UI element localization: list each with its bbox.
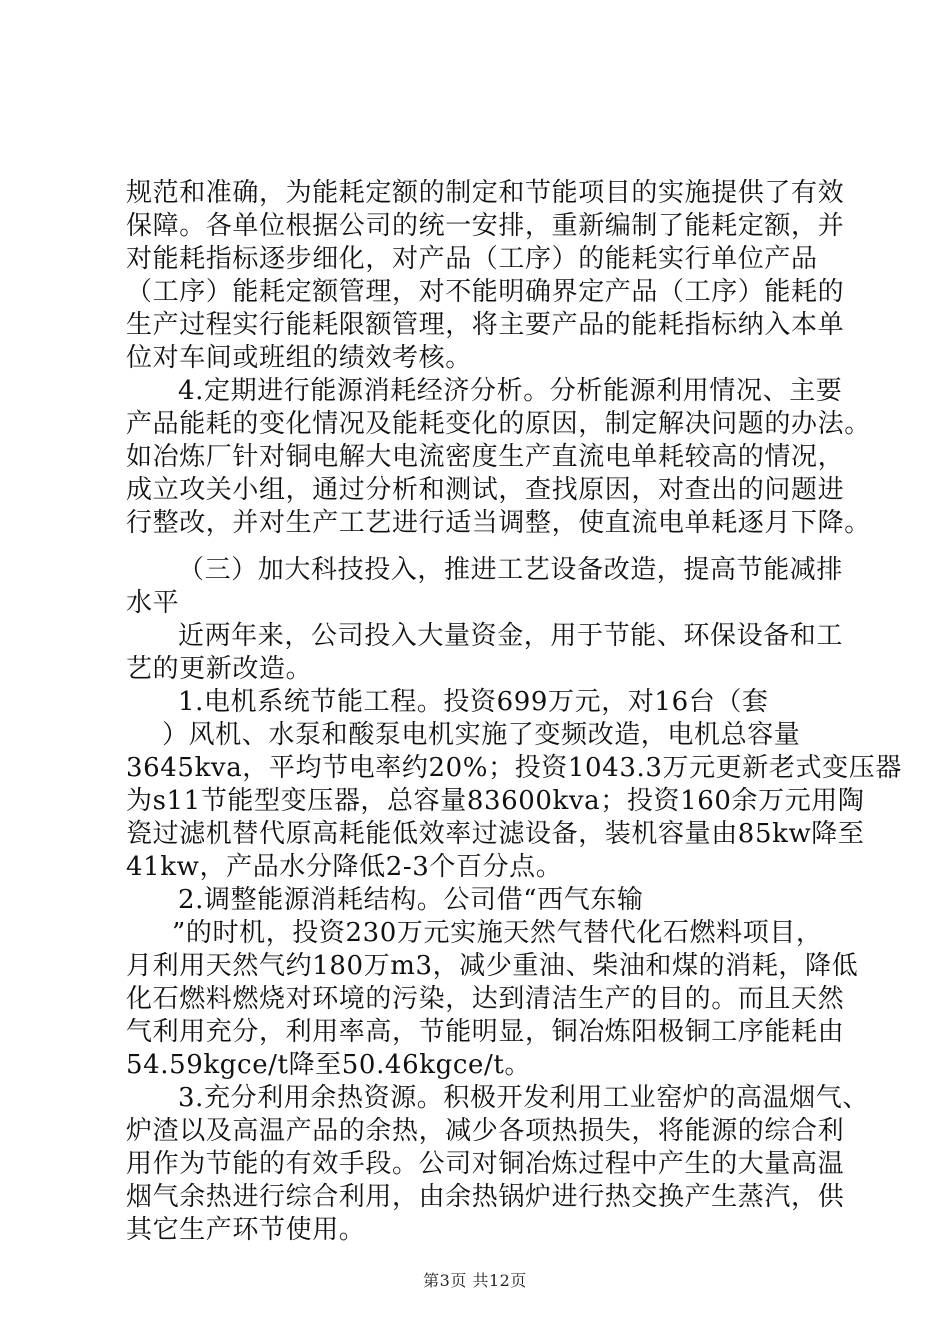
text-line: 近两年来，公司投入大量资金，用于节能、环保设备和工: [178, 621, 844, 651]
text-line: 炉渣以及高温产品的余热，减少各项热损失，将能源的综合利: [126, 1116, 845, 1146]
text-line: 行整改，并对生产工艺进行适当调整，使直流电单耗逐月下降。: [126, 508, 871, 538]
text-line: 月利用天然气约180万m3，减少重油、柴油和煤的消耗，降低: [126, 951, 859, 981]
text-line: 艺的更新改造。: [126, 654, 313, 684]
text-line: ”的时机，投资230万元实施天然气替代化石燃料项目，: [172, 918, 823, 948]
text-line: 其它生产环节使用。: [126, 1215, 366, 1245]
text-line: （工序）能耗定额管理，对不能明确界定产品（工序）能耗的: [126, 277, 845, 307]
text-line: 41kw，产品水分降低2-3个百分点。: [126, 852, 563, 882]
section-heading-continued: 水平: [126, 588, 180, 618]
text-line: 如冶炼厂针对铜电解大电流密度生产直流电单耗较高的情况，: [126, 442, 845, 472]
text-line: 规范和准确，为能耗定额的制定和节能项目的实施提供了有效: [126, 178, 845, 208]
text-line: 54.59kgce/t降至50.46kgce/t。: [126, 1050, 531, 1080]
text-line: 成立攻关小组，通过分析和测试，查找原因，对查出的问题进: [126, 475, 845, 505]
text-line: 保障。各单位根据公司的统一安排，重新编制了能耗定额，并: [126, 211, 845, 241]
text-line: 对能耗指标逐步细化，对产品（工序）的能耗实行单位产品: [126, 244, 818, 274]
text-line: 位对车间或班组的绩效考核。: [126, 343, 472, 373]
text-line: 用作为节能的有效手段。公司对铜冶炼过程中产生的大量高温: [126, 1149, 845, 1179]
text-line: 2.调整能源消耗结构。公司借“西气东输: [178, 885, 644, 915]
text-line: 烟气余热进行综合利用，由余热锅炉进行热交换产生蒸汽，供: [126, 1182, 845, 1212]
page-footer: 第3页 共12页: [423, 1271, 527, 1290]
text-line: 1.电机系统节能工程。投资699万元，对16台（套: [178, 687, 769, 717]
section-heading: （三）加大科技投入，推进工艺设备改造，提高节能减排: [178, 555, 844, 585]
text-line: 3.充分利用余热资源。积极开发利用工业窑炉的高温烟气、: [178, 1083, 870, 1113]
text-line: 生产过程实行能耗限额管理，将主要产品的能耗指标纳入本单: [126, 310, 845, 340]
text-line: 产品能耗的变化情况及能耗变化的原因，制定解决问题的办法。: [126, 409, 871, 439]
text-line: 化石燃料燃烧对环境的污染，达到清洁生产的目的。而且天然: [126, 984, 845, 1014]
text-line: 3645kva，平均节电率约20%；投资1043.3万元更新老式变压器: [126, 753, 902, 783]
text-line: 瓷过滤机替代原高耗能低效率过滤设备，装机容量由85kw降至: [126, 819, 865, 849]
text-line: 4.定期进行能源消耗经济分析。分析能源利用情况、主要: [178, 376, 843, 406]
text-line: 气利用充分，利用率高，节能明显，铜冶炼阳极铜工序能耗由: [126, 1017, 845, 1047]
text-line: ）风机、水泵和酸泵电机实施了变频改造，电机总容量: [162, 720, 801, 750]
text-line: 为s11节能型变压器，总容量83600kva；投资160余万元用陶: [126, 786, 865, 816]
